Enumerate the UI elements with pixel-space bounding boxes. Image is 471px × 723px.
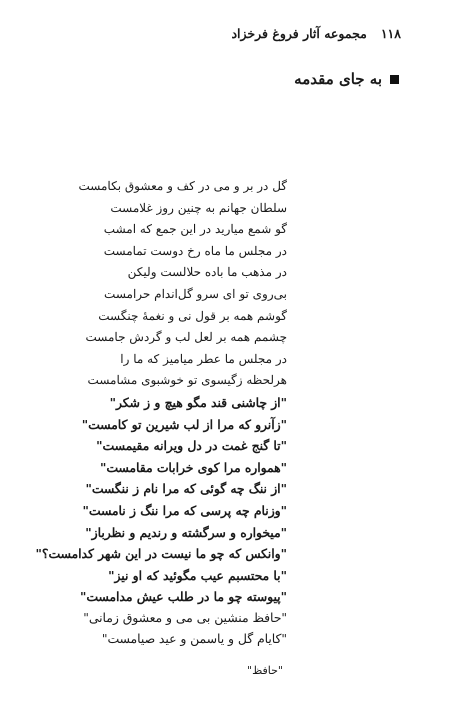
section-title: به جای مقدمه [294,70,382,88]
poem-line: "از چاشنی قند مگو هیچ و ز شکر" [109,394,287,410]
poem-line: در مجلس ما ماه رخ دوست تمامست [103,243,287,258]
poem-line: گوشم همه بر قول نی و نغمهٔ چنگست [98,308,287,323]
square-bullet-icon [390,75,399,84]
poem-line: "پیوسته چو ما در طلب عیش مدامست" [79,589,287,605]
poem-line: هرلحظه زگیسوی تو خوشبوی مشامست [87,373,287,388]
poem-line: "زآنرو که مرا از لب شیرین تو کامست" [81,416,287,432]
running-header [231,26,401,41]
page-number: ۱۱۸ [380,26,401,41]
poem-line: "از ننگ چه گوئی که مرا نام ز ننگست" [85,481,287,497]
poem-line: گو شمع میارید در این جمع که امشب [103,222,287,237]
book-title: مجموعه آثار فروغ فرخزاد [231,26,367,41]
poem [36,176,287,651]
poem-line: در مذهب ما باده حلالست ولیکن [127,265,287,280]
poem-line: "کایام گل و یاسمن و عید صیامست" [101,632,287,647]
poem-line: "میخواره و سرگشته و رندیم و نظرباز" [85,524,287,540]
poem-line: "وانکس که چو ما نیست در این شهر کدامست؟" [35,546,287,562]
poem-line: بی‌روی تو ای سرو گل‌اندام حرامست [104,286,287,301]
poem-line: در مجلس ما عطر میامیز که ما را [120,351,287,366]
poem-line: "حافظ منشین بی می و معشوق زمانی" [83,610,287,625]
poem-line: "تا گنج غمت در دل ویرانه مقیمست" [96,438,287,454]
poem-signature: "حافظ" [247,664,283,677]
poem-line: گل در بر و می در کف و معشوق بکامست [78,179,287,193]
poem-line: "با محتسبم عیب مگوئید که او نیز" [108,567,287,583]
section-heading [294,70,399,88]
poem-line: سلطان جهانم به چنین روز غلامست [110,200,287,215]
poem-line: چشمم همه بر لعل لب و گردش جامست [85,330,287,345]
poem-line: "وزنام چه پرسی که مرا ننگ ز نامست" [82,502,287,518]
poem-line: "همواره مرا کوی خرابات مقامست" [99,459,287,475]
